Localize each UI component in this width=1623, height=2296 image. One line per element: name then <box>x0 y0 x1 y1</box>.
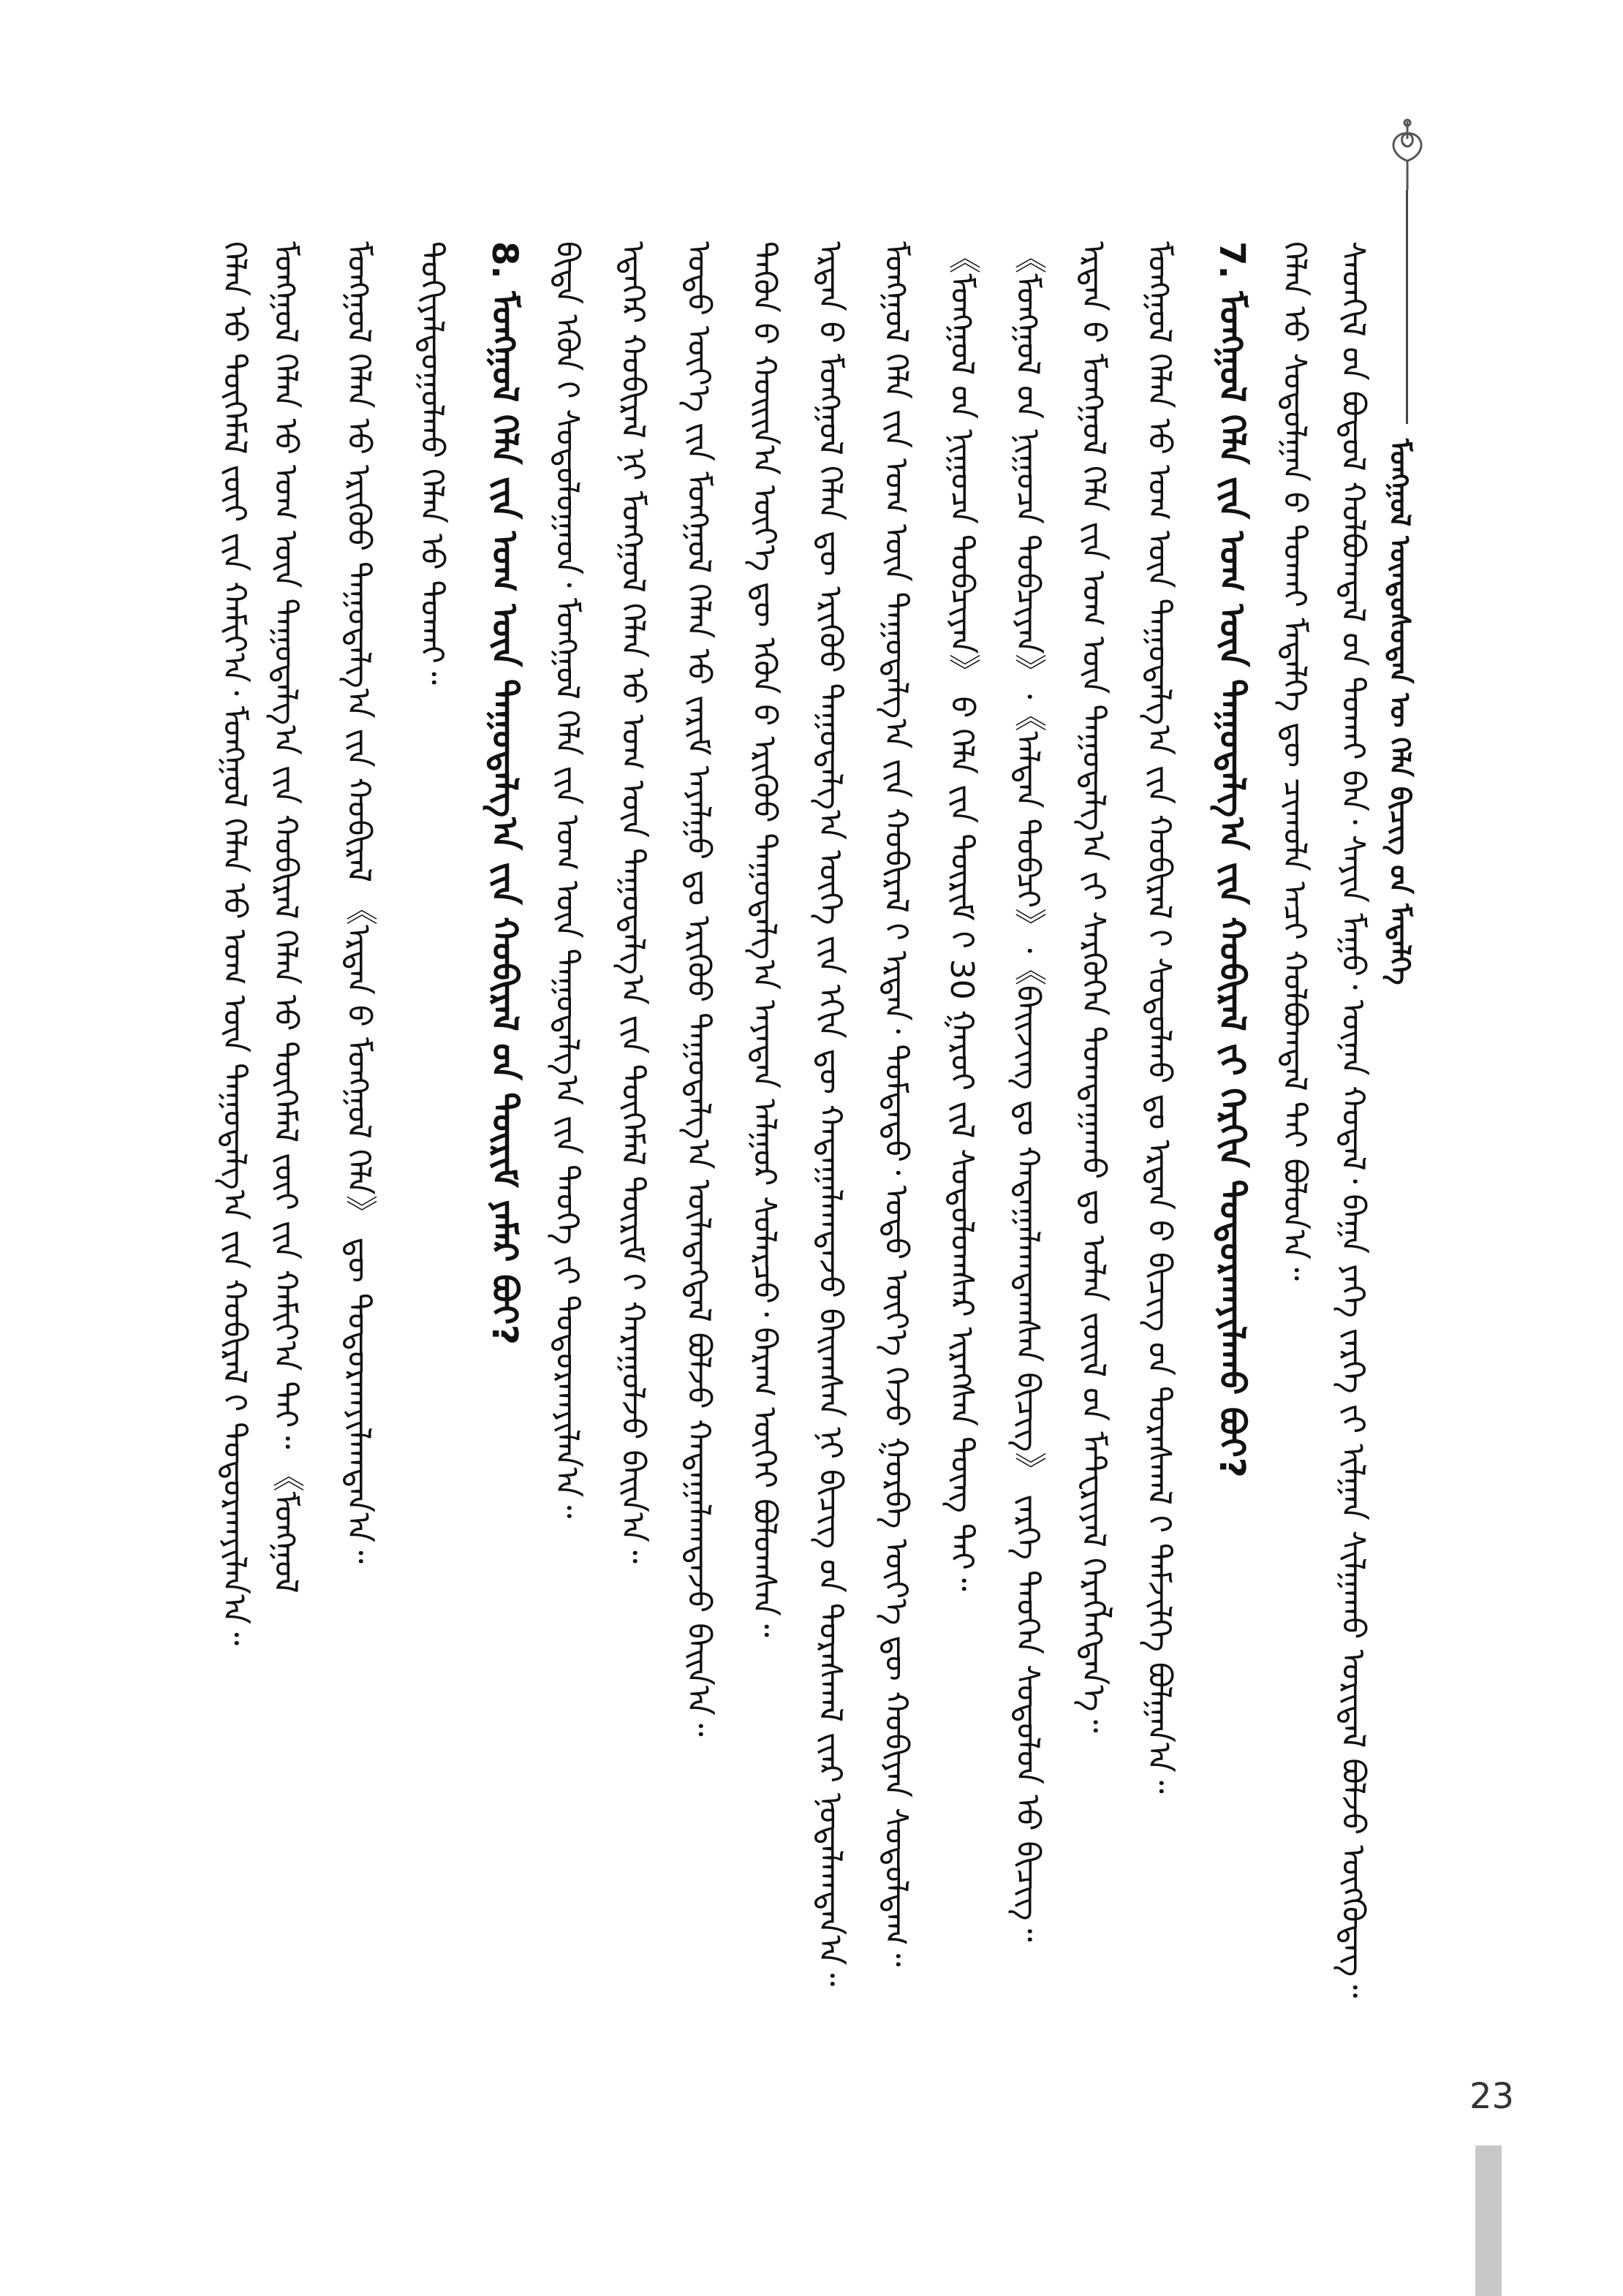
paragraph-line: ᠰᠡᠳᠬᠢᠯ ᠦ᠋ᠨ ᠪᠣᠳᠣᠯ ᠬᠣᠯᠪᠣᠭᠳᠠᠯ ᠤ᠋ᠨ ᠲᠣᠬᠠᠢ ᠪᠠᠨ᠂ ᠰᠠᠶᠢᠨ ᠮᠠᠭᠤ᠂ ᠦᠨᠡᠨ ᠬᠤᠳᠠᠯ᠂ ᠪᠠᠭᠠ ᠶᠡᠬᠡ ᠵᠡᠷᠭᠡ ᠶ᠋ᠢ ᠢᠯᠭᠠᠨ ᠰᠢᠯᠭᠠᠬᠤ ᠤᠷᠢᠳᠠᠯ ᠪᠣᠯᠵᠤ ᠦᠭᠭᠦᠳᠡᠭ᠃ <box>1334 241 1372 1998</box>
paragraph-line: ᠲᠡᠭᠦᠨ ᠦ᠌ ᠬᠣᠢᠢᠨ᠎ᠠ ᠦᠶ᠎ᠡ ᠳᠦ ᠡᠭᠦᠨ ᠦ᠌ ᠡᠷᠢᠭᠦᠦ ᠳᠠᠭᠤᠳᠠᠯᠭ᠎ᠠ ᠠᠶᠠᠳᠠᠨ ᠠᠯᠭᠤᠷ ᠰᠤᠯᠠᠷᠴᠤ᠂ ᠪᠠᠷᠠᠭ ᠦᠭᠡᠢ ᠪᠣᠯᠤᠭᠰᠠᠨ᠃ <box>746 241 783 1637</box>
page-number: 23 <box>1469 2076 1515 2117</box>
paragraph-line: ᠡᠷᠲᠡᠨ ᠦ᠌ ᠮᠣᠩᠭᠣᠯ ᠬᠡᠯᠡᠨ ᠳᠦ ᠡᠷᠢᠭᠦᠦ ᠳᠠᠭᠤᠳᠠᠯᠭ᠎ᠠ ᠦᠭᠡ ᠶ᠋ᠢᠨ ᠡᠬᠢᠨ ᠳᠦ ᠬᠠᠳᠠᠭᠠᠯᠠᠭᠳᠠᠵᠤ ᠪᠠᠢᠭᠰᠠᠨ ᠨᠢ ᠪᠢᠴᠢᠭ ᠦ᠋ᠨ ᠳᠤᠷᠠᠰᠬᠠᠯ ᠢ᠋ᠶ᠋ᠠᠷ ᠨᠣᠲᠠᠯᠠᠭᠳᠠᠨ᠎ᠠ᠃ <box>812 241 849 1987</box>
paragraph-line: ᠪᠢᠳᠡ ᠡᠭᠦᠨ ᠢ᠋ ᠰᠤᠳᠤᠯᠤᠭᠠᠳ᠂ ᠮᠣᠩᠭᠣᠯ ᠬᠡᠯᠡ ᠶ᠋ᠢᠨ ᠤᠭ ᠦᠨ ᠳᠠᠭᠤᠳᠠᠯᠭ᠎ᠠ ᠶ᠋ᠢᠨ ᠲᠡᠦᠬᠡ ᠶ᠋ᠢ ᠲᠣᠳᠤᠷᠬᠠᠶᠢᠯᠠᠨ᠎ᠠ᠃ <box>548 241 586 1519</box>
paragraph-line: ᠬᠡᠯᠡᠨ ᠦ᠋ ᠰᠤᠳᠤᠯᠭᠠᠨ ᠤ᠋ ᠲᠤᠬᠠᠢ ᠮᠡᠳᠡᠯᠭᠡ ᠳᠦ ᠴᠢᠬᠤᠯᠠ ᠠᠴᠢ ᠬᠣᠯᠪᠣᠭᠳᠠᠯ ᠲᠠᠢ ᠪᠣᠯᠤᠨ᠎ᠠ᠃ <box>1276 241 1313 1281</box>
paragraph-line: ᠮᠣᠩᠭᠣᠯ ᠬᠡᠯᠡᠨ ᠦ᠋ ᠤᠭ ᠦᠨ ᠳᠠᠭᠤᠳᠠᠯᠭ᠎ᠠ ᠶ᠋ᠢᠨ ᠬᠤᠪᠢᠷᠠᠯ ᠬᠡᠯᠡᠨ ᠦ᠋ ᠲᠦᠭᠡᠮᠡᠯ ᠵᠦᠢ ᠶ᠋ᠢᠨ ᠬᠠᠮᠢᠶ᠎ᠠ ᠲᠠᠢ᠃ 《ᠮᠣᠩᠭᠣᠯ <box>267 241 304 1594</box>
running-header: ᠮᠣᠩᠭᠣᠯ ᠦᠨᠳᠦᠰᠦᠲᠡᠨ ᠦ ᠬᠡᠯᠡ ᠪᠢᠴᠢᠭ ᠤ᠋ᠨ ᠮᠡᠳᠡᠯᠭᠡ <box>1384 439 1416 985</box>
paragraph-line: ᠣᠳᠣ ᠦᠶ᠎ᠡ ᠶ᠋ᠢᠨ ᠮᠣᠩᠭᠣᠯ ᠬᠡᠯᠡᠨ ᠦ᠋ ᠵᠠᠷᠢᠮ ᠠᠶᠠᠯᠭᠤ ᠳᠤ ᠡᠷᠢᠭᠦᠦ ᠳᠠᠭᠤᠳᠠᠯᠭ᠎ᠠ ᠦᠯᠡᠳᠡᠭᠳᠡᠯ ᠪᠣᠯᠵᠤ ᠬᠠᠳᠠᠭᠠᠯᠠᠭᠳᠠᠵᠤ ᠪᠠᠢᠨ᠎ᠠ᠃ <box>680 241 717 1737</box>
paragraph-line: 《ᠮᠣᠩᠭᠣᠯ ᠤ᠋ᠨ ᠨᠢᠭᠤᠴᠠ ᠲᠣᠪᠴᠢᠶᠠᠨ》 ᠤ᠋ ᠬᠡᠯᠡ ᠶ᠋ᠢᠨ ᠳᠦᠷᠢᠮ ᠢ᠋ 30 ᠭᠠᠷᠤᠢ ᠵᠢᠯ ᠰᠤᠳᠤᠯᠤᠭᠰᠠᠷ ᠢᠷᠡᠭᠰᠡᠨ ᠳᠦᠩ ᠲᠠᠢ᠃ <box>943 241 980 1591</box>
body-text <box>186 241 1372 2113</box>
paragraph-line: ᠬᠡᠯᠡᠨ ᠦ᠋ ᠲᠦᠭᠡᠮᠡᠯ ᠵᠦᠢ ᠶ᠋ᠢᠨ ᠬᠠᠮᠢᠶ᠎ᠠ᠂ ᠮᠣᠩᠭᠣᠯ ᠬᠡᠯᠡᠨ ᠦ᠋ ᠤᠭ ᠦᠨ ᠳᠠᠭᠤᠳᠠᠯᠭ᠎ᠠ ᠶ᠋ᠢᠨ ᠬᠤᠪᠢᠷᠠᠯ ᠢ᠋ ᠲᠣᠳᠤᠷᠬᠠᠶᠢᠯᠠᠨ᠎ᠠ᠃ <box>216 241 253 1645</box>
paragraph-line: ᠮᠣᠩᠭᠣᠯ ᠬᠡᠯᠡᠨ ᠦ᠋ ᠤᠭ ᠦᠨ ᠳᠠᠭᠤᠳᠠᠯᠭ᠎ᠠ ᠶ᠋ᠢᠨ ᠬᠤᠪᠢᠷᠠᠯ ᠢ᠋ ᠰᠤᠳᠤᠯᠬᠤ ᠳᠤ ᠡᠷᠲᠡᠨ ᠦ᠌ ᠪᠢᠴᠢᠭ ᠤ᠋ᠨ ᠳᠤᠷᠠᠰᠬᠠᠯ ᠢ᠋ ᠳᠡᠮᠵᠢᠯᠭᠡ ᠪᠣᠯᠭᠠᠨ᠎ᠠ᠃ <box>1140 241 1178 1794</box>
paragraph-line: ᠮᠣᠩᠭᠣᠯ ᠬᠡᠯᠡᠨ ᠦ᠋ ᠡᠷᠢᠭᠦᠦ ᠳᠠᠭᠤᠳᠠᠯᠭ᠎ᠠ ᠶ᠋ᠢᠨ ᠬᠤᠪᠢᠷᠠᠯ 《ᠡᠷᠲᠡᠨ ᠦ᠌ ᠮᠣᠩᠭᠣᠯ ᠬᠡᠯᠡ》 ᠳᠦ ᠲᠣᠳᠤᠷᠬᠠᠶᠢᠯᠠᠭᠳᠠᠨ᠎ᠠ᠃ <box>340 241 377 1564</box>
question-heading: 8. ᠮᠣᠩᠭᠣᠯ ᠬᠡᠯᠡ ᠶ᠋ᠢᠨ ᠤᠭ ᠦᠨ ᠳᠠᠭᠤᠳᠠᠯᠭ᠎ᠠ ᠶ᠋ᠢᠨ ᠬᠤᠪᠢᠷᠠᠯ ᠤ᠋ᠨ ᠳᠦᠷᠢᠮ ᠶᠠᠮᠠᠷ ᠪᠤᠢ? <box>484 241 525 1345</box>
header-rule <box>1406 190 1408 424</box>
paragraph-line: ᠡᠳᠡᠭᠡᠷ ᠬᠤᠪᠢᠷᠠᠯ ᠨᠢ ᠮᠣᠩᠭᠣᠯ ᠬᠡᠯᠡᠨ ᠦ᠋ ᠤᠭ ᠦᠨ ᠳᠠᠭᠤᠳᠠᠯᠭ᠎ᠠ ᠶ᠋ᠢᠨ ᠲᠦᠭᠡᠮᠡᠯ ᠳᠦᠷᠢᠮ ᠢ᠋ ᠬᠠᠷᠠᠭᠤᠯᠵᠤ ᠪᠠᠢᠨ᠎ᠠ᠃ <box>614 241 651 1564</box>
paragraph-line: ᠡᠷᠲᠡᠨ ᠦ᠌ ᠮᠣᠩᠭᠣᠯ ᠬᠡᠯᠡ ᠶ᠋ᠢᠨ ᠤᠭ ᠦᠨ ᠳᠠᠭᠤᠳᠠᠯᠭ᠎ᠠ ᠶ᠋ᠢ ᠰᠡᠷᠭᠦᠭᠡᠨ ᠲᠣᠭᠲᠠᠭᠠᠬᠤ ᠳᠤ ᠣᠯᠠᠨ ᠵᠦᠢᠯ ᠦ᠋ᠨ ᠮᠠᠲ᠋ᠧᠷᠢᠶᠠᠯ ᠬᠡᠷᠡᠭᠯᠡᠭᠳᠡᠨ᠎ᠡ᠃ <box>1075 241 1112 1733</box>
paragraph-line: 《ᠮᠣᠩᠭᠣᠯ ᠤ᠋ᠨ ᠨᠢᠭᠤᠴᠠ ᠲᠣᠪᠴᠢᠶᠠᠨ》᠂《ᠠᠯᠲᠠᠨ ᠲᠣᠪᠴᠢ》᠂《ᠪᠠᠢᠵᠢᠩ ᠳᠤ ᠬᠠᠳᠠᠭᠠᠯᠠᠭᠳᠠᠭᠰᠠᠨ ᠪᠢᠴᠢᠭ》 ᠵᠡᠷᠭᠡ ᠲᠡᠦᠬᠡᠨ ᠰᠤᠳᠤᠯᠤᠨ ᠦ᠋ ᠪᠢᠴᠢᠭ᠃ <box>1009 241 1046 1942</box>
paragraph-line: ᠮᠣᠩᠭᠣᠯ ᠬᠡᠯᠡ ᠶ᠋ᠢᠨ ᠤᠭ ᠦᠨ ᠳᠠᠭᠤᠳᠠᠯᠭ᠎ᠠ ᠶ᠋ᠢᠨ ᠬᠤᠪᠢᠷᠠᠯ ᠢ᠋ ᠡᠷᠲᠡᠨ᠂ ᠳᠤᠮᠳᠠᠳᠤ᠂ ᠣᠳᠣ ᠦᠶ᠎ᠡ ᠭᠡᠵᠦ ᠭᠤᠷᠪᠠ ᠦᠶ᠎ᠡ ᠳᠦ ᠬᠤᠪᠢᠶᠠᠨ ᠰᠤᠳᠤᠯᠳᠠᠭ᠃ <box>877 241 915 1967</box>
page-edge-tab <box>1475 2145 1502 2296</box>
question-heading: 7. ᠮᠣᠩᠭᠣᠯ ᠬᠡᠯᠡ ᠶ᠋ᠢᠨ ᠤᠭ ᠦᠨ ᠳᠠᠭᠤᠳᠠᠯᠭ᠎ᠠ ᠶ᠋ᠢᠨ ᠬᠤᠪᠢᠷᠠᠯ ᠶ᠋ᠢ ᠬᠡᠷᠬᠢᠨ ᠲᠣᠳᠤᠷᠬᠠᠶᠢᠯᠠᠬᠤ ᠪᠤᠢ? <box>1211 241 1252 1478</box>
header-ornament-icon <box>1374 117 1440 190</box>
paragraph-line: ᠲᠣᠬᠢᠶᠠᠯᠳᠤᠭᠤᠯᠬᠤ ᠬᠡᠯᠡᠨ ᠦ᠋ ᠲᠣᠬᠠᠢ᠃ <box>413 241 450 685</box>
